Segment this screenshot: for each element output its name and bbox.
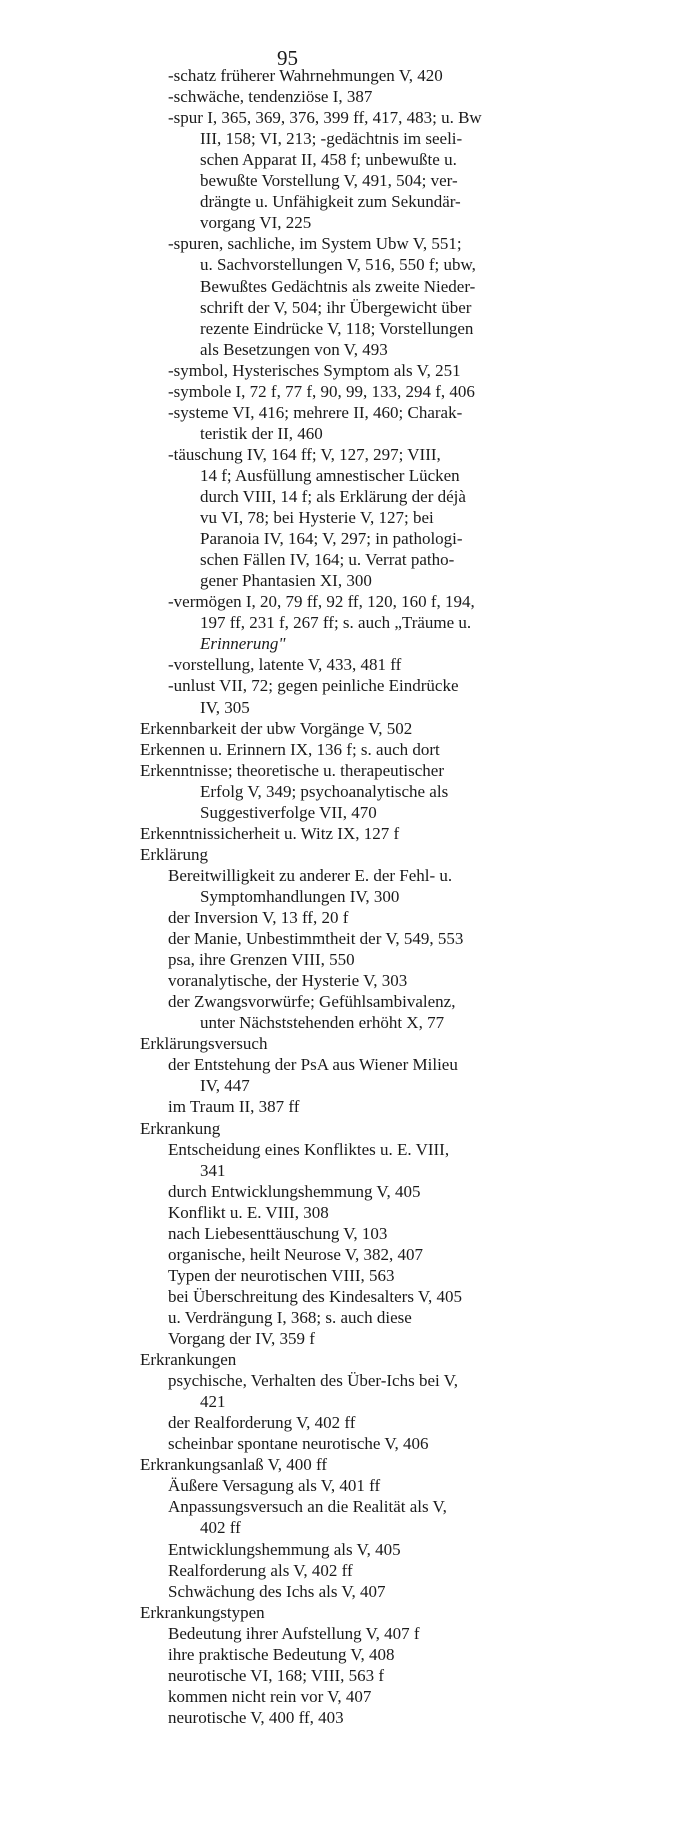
index-line: IV, 305: [200, 697, 250, 717]
index-line: ihre praktische Bedeutung V, 408: [168, 1644, 395, 1664]
index-line: Bedeutung ihrer Aufstellung V, 407 f: [168, 1623, 420, 1643]
index-line: -systeme VI, 416; mehrere II, 460; Charak-: [168, 402, 463, 422]
index-line: Entscheidung eines Konfliktes u. E. VIII,: [168, 1139, 450, 1159]
index-line: bei Überschreitung des Kindesalters V, 405: [168, 1286, 462, 1306]
index-line: 14 f; Ausfüllung amnestischer Lücken: [200, 465, 460, 485]
index-line: IV, 447: [200, 1076, 250, 1096]
index-line: Erkrankungen: [140, 1350, 237, 1370]
index-line: scheinbar spontane neurotische V, 406: [168, 1434, 429, 1454]
index-line: unter Nächststehenden erhöht X, 77: [200, 1013, 445, 1033]
index-line: III, 158; VI, 213; -gedächtnis im seeli-: [200, 129, 463, 149]
index-line: drängte u. Unfähigkeit zum Sekundär-: [200, 192, 461, 212]
index-line: Paranoia IV, 164; V, 297; in pathologi-: [200, 529, 463, 549]
index-line: Erklärung: [140, 844, 208, 864]
index-line: der Zwangsvorwürfe; Gefühlsambivalenz,: [168, 992, 456, 1012]
page-number: 95: [277, 46, 298, 70]
index-line: Symptomhandlungen IV, 300: [200, 886, 400, 906]
index-line: -schwäche, tendenziöse I, 387: [168, 87, 373, 107]
index-line: voranalytische, der Hysterie V, 303: [168, 971, 408, 991]
index-line: Suggestiverfolge VII, 470: [200, 802, 377, 822]
index-line: psa, ihre Grenzen VIII, 550: [168, 950, 355, 970]
index-line: Erinnerung": [200, 634, 286, 654]
index-line: schen Fällen IV, 164; u. Verrat patho-: [200, 550, 455, 570]
index-line: vorgang VI, 225: [200, 213, 312, 233]
index-line: u. Verdrängung I, 368; s. auch diese: [168, 1307, 412, 1327]
index-line: Entwicklungshemmung als V, 405: [168, 1539, 401, 1559]
index-line: -unlust VII, 72; gegen peinliche Eindrücke: [168, 676, 459, 696]
index-line: Typen der neurotischen VIII, 563: [168, 1265, 395, 1285]
index-line: durch Entwicklungshemmung V, 405: [168, 1181, 421, 1201]
index-line: kommen nicht rein vor V, 407: [168, 1686, 372, 1706]
index-line: Äußere Versagung als V, 401 ff: [168, 1476, 381, 1496]
index-line: gener Phantasien XI, 300: [200, 571, 372, 591]
index-line: vu VI, 78; bei Hysterie V, 127; bei: [200, 508, 434, 528]
index-line: der Inversion V, 13 ff, 20 f: [168, 908, 349, 927]
index-line: teristik der II, 460: [200, 423, 323, 443]
index-line: der Entstehung der PsA aus Wiener Milieu: [168, 1055, 458, 1075]
index-line: rezente Eindrücke V, 118; Vorstellungen: [200, 318, 474, 338]
index-line: -täuschung IV, 164 ff; V, 127, 297; VIII,: [168, 444, 441, 464]
index-line: der Manie, Unbestimmtheit der V, 549, 553: [168, 929, 464, 949]
index-line: neurotische VI, 168; VIII, 563 f: [168, 1665, 385, 1685]
index-line: neurotische V, 400 ff, 403: [168, 1707, 344, 1727]
index-line: -vermögen I, 20, 79 ff, 92 ff, 120, 160 f, 194,: [168, 592, 475, 612]
index-line: organische, heilt Neurose V, 382, 407: [168, 1244, 423, 1264]
index-line: Erkennen u. Erinnern IX, 136 f; s. auch dort: [140, 739, 440, 759]
index-line: Bereitwilligkeit zu anderer E. der Fehl- u.: [168, 865, 453, 885]
index-line: Erkrankungstypen: [140, 1602, 265, 1622]
index-line: -symbole I, 72 f, 77 f, 90, 99, 133, 294 f, 406: [168, 381, 475, 401]
index-line: 341: [200, 1160, 226, 1180]
index-line: -schatz früherer Wahrnehmungen V, 420: [168, 66, 443, 85]
index-line: psychische, Verhalten des Über-Ichs bei V,: [168, 1371, 459, 1391]
index-line: durch VIII, 14 f; als Erklärung der déjà: [200, 487, 466, 506]
index-line: Erklärungsversuch: [140, 1034, 268, 1054]
index-line: 197 ff, 231 f, 267 ff; s. auch „Träume u.: [200, 613, 472, 633]
index-line: Schwächung des Ichs als V, 407: [168, 1581, 386, 1601]
index-line: als Besetzungen von V, 493: [200, 339, 388, 359]
index-line: Bewußtes Gedächtnis als zweite Nieder-: [200, 276, 476, 296]
index-line: 421: [200, 1392, 226, 1412]
index-line: Erkennbarkeit der ubw Vorgänge V, 502: [140, 718, 413, 738]
index-line: -spur I, 365, 369, 376, 399 ff, 417, 483; u. Bw: [168, 108, 482, 128]
index-line: Erkrankung: [140, 1118, 221, 1138]
index-line: bewußte Vorstellung V, 491, 504; ver-: [200, 171, 458, 191]
index-line: schrift der V, 504; ihr Übergewicht über: [200, 297, 472, 317]
index-line: Vorgang der IV, 359 f: [168, 1329, 315, 1348]
index-line: Realforderung als V, 402 ff: [168, 1560, 353, 1580]
index-line: -spuren, sachliche, im System Ubw V, 551;: [168, 234, 462, 254]
index-line: u. Sachvorstellungen V, 516, 550 f; ubw,: [200, 255, 476, 275]
index-line: Anpassungsversuch an die Realität als V,: [168, 1497, 447, 1517]
index-line: nach Liebesenttäuschung V, 103: [168, 1223, 388, 1243]
index-line: Erfolg V, 349; psychoanalytische als: [200, 781, 449, 801]
index-line: schen Apparat II, 458 f; unbewußte u.: [200, 150, 457, 170]
index-line: -symbol, Hysterisches Symptom als V, 251: [168, 360, 461, 380]
index-line: Konflikt u. E. VIII, 308: [168, 1202, 329, 1222]
index-line: der Realforderung V, 402 ff: [168, 1413, 356, 1433]
index-line: 402 ff: [200, 1518, 241, 1538]
index-line: Erkrankungsanlaß V, 400 ff: [140, 1455, 327, 1475]
index-line: -vorstellung, latente V, 433, 481 ff: [168, 655, 402, 675]
index-line: Erkenntnisse; theoretische u. therapeutischer: [140, 760, 444, 780]
index-line: im Traum II, 387 ff: [168, 1097, 300, 1117]
index-line: Erkenntnissicherheit u. Witz IX, 127 f: [140, 823, 400, 843]
